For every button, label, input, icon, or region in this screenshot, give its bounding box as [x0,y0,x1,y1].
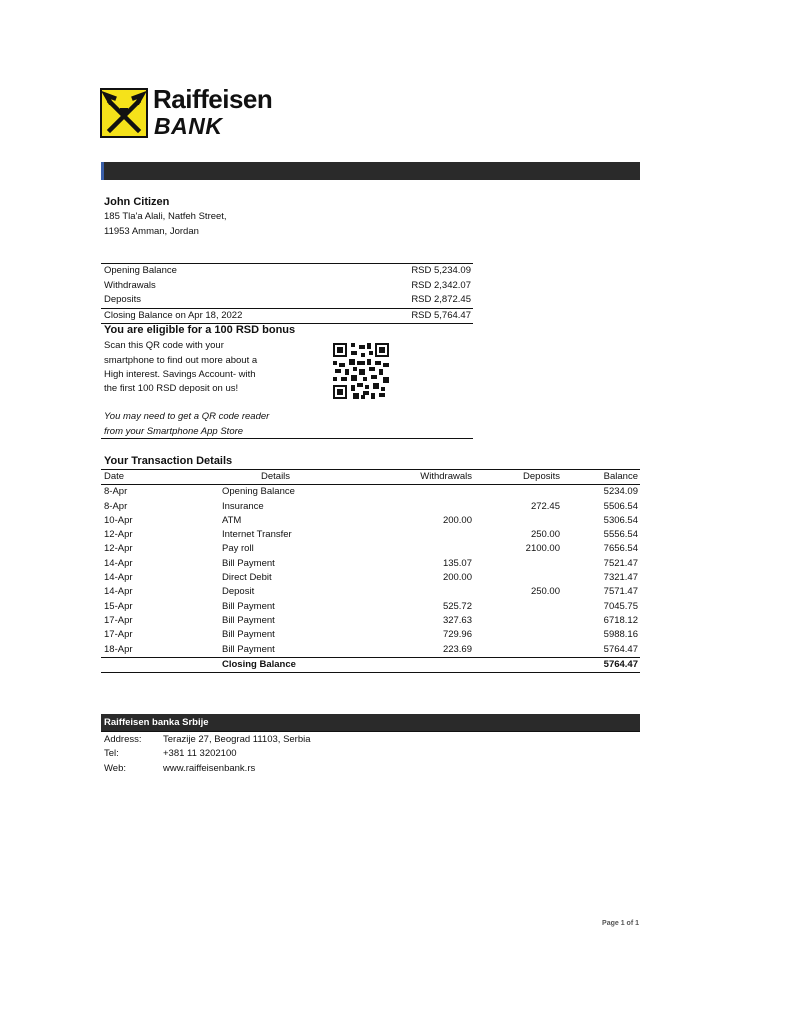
bonus-text-line: the first 100 RSD deposit on us! [104,383,239,394]
closing-balance-value: RSD 5,764.47 [411,309,471,321]
summary-label: Deposits [104,294,141,305]
cell-balance: 5556.54 [603,529,638,541]
divider [101,438,473,439]
account-summary [101,263,473,324]
cell-date: 14-Apr [104,557,133,569]
header-details: Details [261,471,291,482]
cell-date: 17-Apr [104,629,133,641]
summary-row [101,293,473,308]
cell-balance: 5506.54 [603,500,638,512]
cell-details: Bill Payment [222,629,275,641]
cell-details: Bill Payment [222,557,275,569]
table-row [101,628,640,642]
cell-details: Internet Transfer [222,529,292,541]
cell-date: 12-Apr [104,529,133,541]
cell-details: ATM [222,514,242,526]
cell-details: Opening Balance [222,486,295,498]
cell-deposit: 2100.00 [525,543,560,555]
cell-withdrawal: 327.63 [442,614,472,626]
cell-balance: 7045.75 [603,600,638,612]
cell-balance: 7656.54 [603,543,638,555]
cell-date: 8-Apr [104,500,128,512]
closing-balance-label: Closing Balance on Apr 18, 2022 [104,309,243,321]
cell-details: Bill Payment [222,600,275,612]
header-bar [101,162,640,180]
summary-value: RSD 2,342.07 [411,279,471,291]
cell-details: Direct Debit [222,572,272,584]
table-row [101,514,640,528]
footer-web-label: Web: [104,763,127,774]
footer-address-label: Address: [104,734,142,745]
cell-withdrawal: 135.07 [442,557,472,569]
transactions-table [101,469,640,673]
cell-withdrawal: 729.96 [442,629,472,641]
table-row [101,485,640,499]
cell-withdrawal: 525.72 [442,600,472,612]
footer-bank-name: Raiffeisen banka Srbije [101,714,640,731]
transactions-title: Your Transaction Details [104,455,233,467]
bonus-text-line: Scan this QR code with your [104,340,224,351]
cell-balance: 5764.47 [603,643,638,655]
closing-balance-row [101,657,640,673]
cell-details: Bill Payment [222,643,275,655]
table-row [101,585,640,599]
table-row [101,643,640,657]
summary-label: Withdrawals [104,279,156,291]
header-withdrawals: Withdrawals [420,471,472,482]
cell-date: 14-Apr [104,586,133,598]
footer-tel-label: Tel: [104,748,119,759]
cell-withdrawal: 223.69 [442,643,472,655]
transactions-body [101,485,640,657]
table-row [101,528,640,542]
table-row [101,614,640,628]
closing-balance-label: Closing Balance [222,658,296,670]
summary-value: RSD 5,234.09 [411,265,471,276]
bonus-title: You are eligible for a 100 RSD bonus [104,324,296,336]
summary-value: RSD 2,872.45 [411,294,471,305]
cell-deposit: 250.00 [530,586,560,598]
table-header-row [101,470,640,485]
cell-balance: 5306.54 [603,514,638,526]
divider [101,731,640,732]
cell-balance: 7321.47 [603,572,638,584]
bonus-text-line: High interest. Savings Account- with [104,369,256,380]
footer-address-value: Terazije 27, Beograd 11103, Serbia [163,734,311,745]
summary-row [101,264,473,279]
table-row [101,557,640,571]
cell-date: 17-Apr [104,614,133,626]
bank-name-line1: Raiffeisen [153,84,273,114]
customer-name: John Citizen [104,196,170,208]
footer-web-link[interactable]: www.raiffeisenbank.rs [163,763,256,774]
cell-date: 12-Apr [104,543,133,555]
customer-address-line2: 11953 Amman, Jordan [104,226,199,237]
cell-date: 14-Apr [104,572,133,584]
footer-tel-value: +381 11 3202100 [163,748,237,759]
closing-balance-amount: 5764.47 [603,658,638,670]
table-row [101,542,640,556]
cell-details: Bill Payment [222,614,275,626]
table-row [101,500,640,514]
cell-deposit: 272.45 [530,500,560,512]
qr-code-icon[interactable] [333,343,389,399]
cell-balance: 7521.47 [603,557,638,569]
cell-date: 8-Apr [104,486,128,498]
summary-closing-row [101,308,473,325]
header-balance: Balance [603,471,638,482]
header-deposits: Deposits [523,471,560,482]
bank-logo-icon [100,88,148,138]
cell-balance: 7571.47 [603,586,638,598]
summary-row [101,279,473,294]
bonus-text-line: smartphone to find out more about a [104,355,258,366]
cell-date: 10-Apr [104,514,133,526]
cell-deposit: 250.00 [530,529,560,541]
cell-withdrawal: 200.00 [442,572,472,584]
page-indicator: Page 1 of 1 [602,920,639,927]
header-date: Date [104,471,125,482]
customer-address-line1: 185 Tla'a Alali, Natfeh Street, [104,211,227,222]
bonus-note-line: from your Smartphone App Store [104,426,244,437]
table-row [101,571,640,585]
cell-details: Insurance [222,500,264,512]
cell-details: Deposit [222,586,255,598]
bonus-note-line: You may need to get a QR code reader [104,411,270,422]
cell-date: 15-Apr [104,600,133,612]
cell-balance: 6718.12 [603,614,638,626]
cell-balance: 5988.16 [603,629,638,641]
table-row [101,600,640,614]
cell-balance: 5234.09 [603,486,638,498]
cell-details: Pay roll [222,543,254,555]
bank-name-line2: BANK [154,113,223,139]
cell-withdrawal: 200.00 [442,514,472,526]
summary-label: Opening Balance [104,265,177,276]
cell-date: 18-Apr [104,643,133,655]
